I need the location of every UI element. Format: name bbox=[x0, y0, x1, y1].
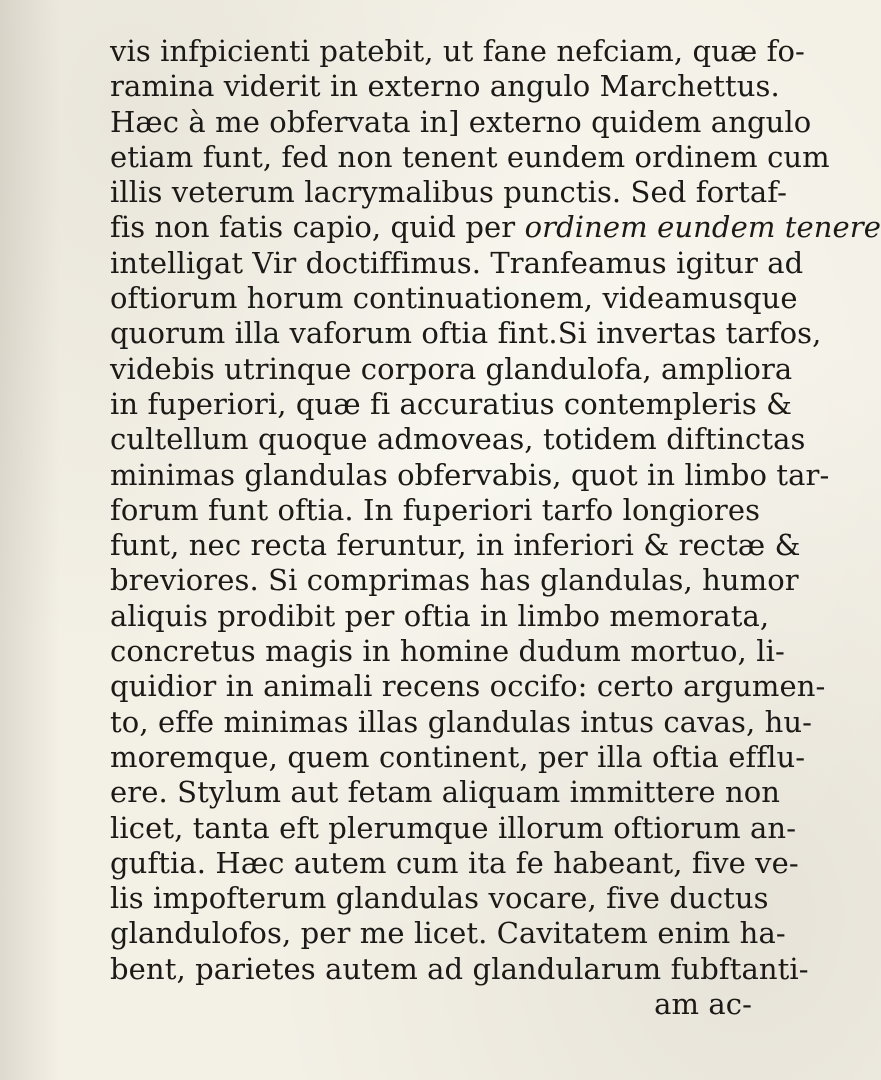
text-line: oftiorum horum continuationem, videamusque bbox=[110, 281, 798, 316]
text-line: illis veterum lacrymalibus punctis. Sed fortaf- bbox=[110, 175, 787, 210]
text-line: lis impofterum glandulas vocare, five ductus bbox=[110, 881, 769, 916]
text-line: etiam funt, fed non tenent eundem ordinem cum bbox=[110, 139, 830, 174]
catchword: am ac- bbox=[654, 987, 752, 1022]
text-line: moremque, quem continent, per illa oftia efflu- bbox=[110, 739, 806, 774]
text-line: forum funt oftia. In fuperiori tarfo longiores bbox=[110, 492, 761, 527]
text-line-with-italic bbox=[110, 210, 881, 245]
latin-text-block bbox=[110, 34, 881, 1022]
text-line: bent, parietes autem ad glandularum fubftanti- bbox=[110, 951, 809, 986]
text-line: quidior in animali recens occifo: certo argumen- bbox=[110, 669, 826, 704]
text-line: to, effe minimas illas glandulas intus cavas, hu- bbox=[110, 704, 813, 739]
text-line: ere. Stylum aut fetam aliquam immittere non bbox=[110, 775, 781, 810]
italic-phrase: ordinem eundem tenere bbox=[524, 210, 881, 245]
text-line-prefix: fis non fatis capio, quid per bbox=[110, 210, 525, 245]
text-line: funt, nec recta feruntur, in inferiori & rectæ & bbox=[110, 528, 801, 563]
text-line: licet, tanta eft plerumque illorum oftiorum an- bbox=[110, 810, 797, 845]
text-line: glandulofos, per me licet. Cavitatem enim ha- bbox=[110, 916, 786, 951]
page-gutter-shadow bbox=[0, 0, 60, 1080]
text-line: guftia. Hæc autem cum ita fe habeant, five ve- bbox=[110, 845, 799, 880]
text-line: minimas glandulas obfervabis, quot in limbo tar- bbox=[110, 457, 830, 492]
text-line: in fuperiori, quæ fi accuratius contempleris & bbox=[110, 386, 793, 421]
text-line: intelligat Vir doctiffimus. Tranfeamus igitur ad bbox=[110, 245, 804, 280]
text-line: aliquis prodibit per oftia in limbo memorata, bbox=[110, 598, 770, 633]
text-line: quorum illa vaforum oftia fint.Si invertas tarfos, bbox=[110, 316, 822, 351]
text-line: Hæc à me obfervata in] externo quidem angulo bbox=[110, 104, 812, 139]
text-line: concretus magis in homine dudum mortuo, li- bbox=[110, 634, 785, 669]
text-line: ramina viderit in externo angulo Marchettus. bbox=[110, 69, 780, 104]
text-line: videbis utrinque corpora glandulofa, ampliora bbox=[110, 351, 793, 386]
text-line: breviores. Si comprimas has glandulas, humor bbox=[110, 563, 799, 598]
text-line: cultellum quoque admoveas, totidem diftinctas bbox=[110, 422, 806, 457]
text-line: vis infpicienti patebit, ut fane nefciam, quæ fo- bbox=[110, 34, 805, 68]
